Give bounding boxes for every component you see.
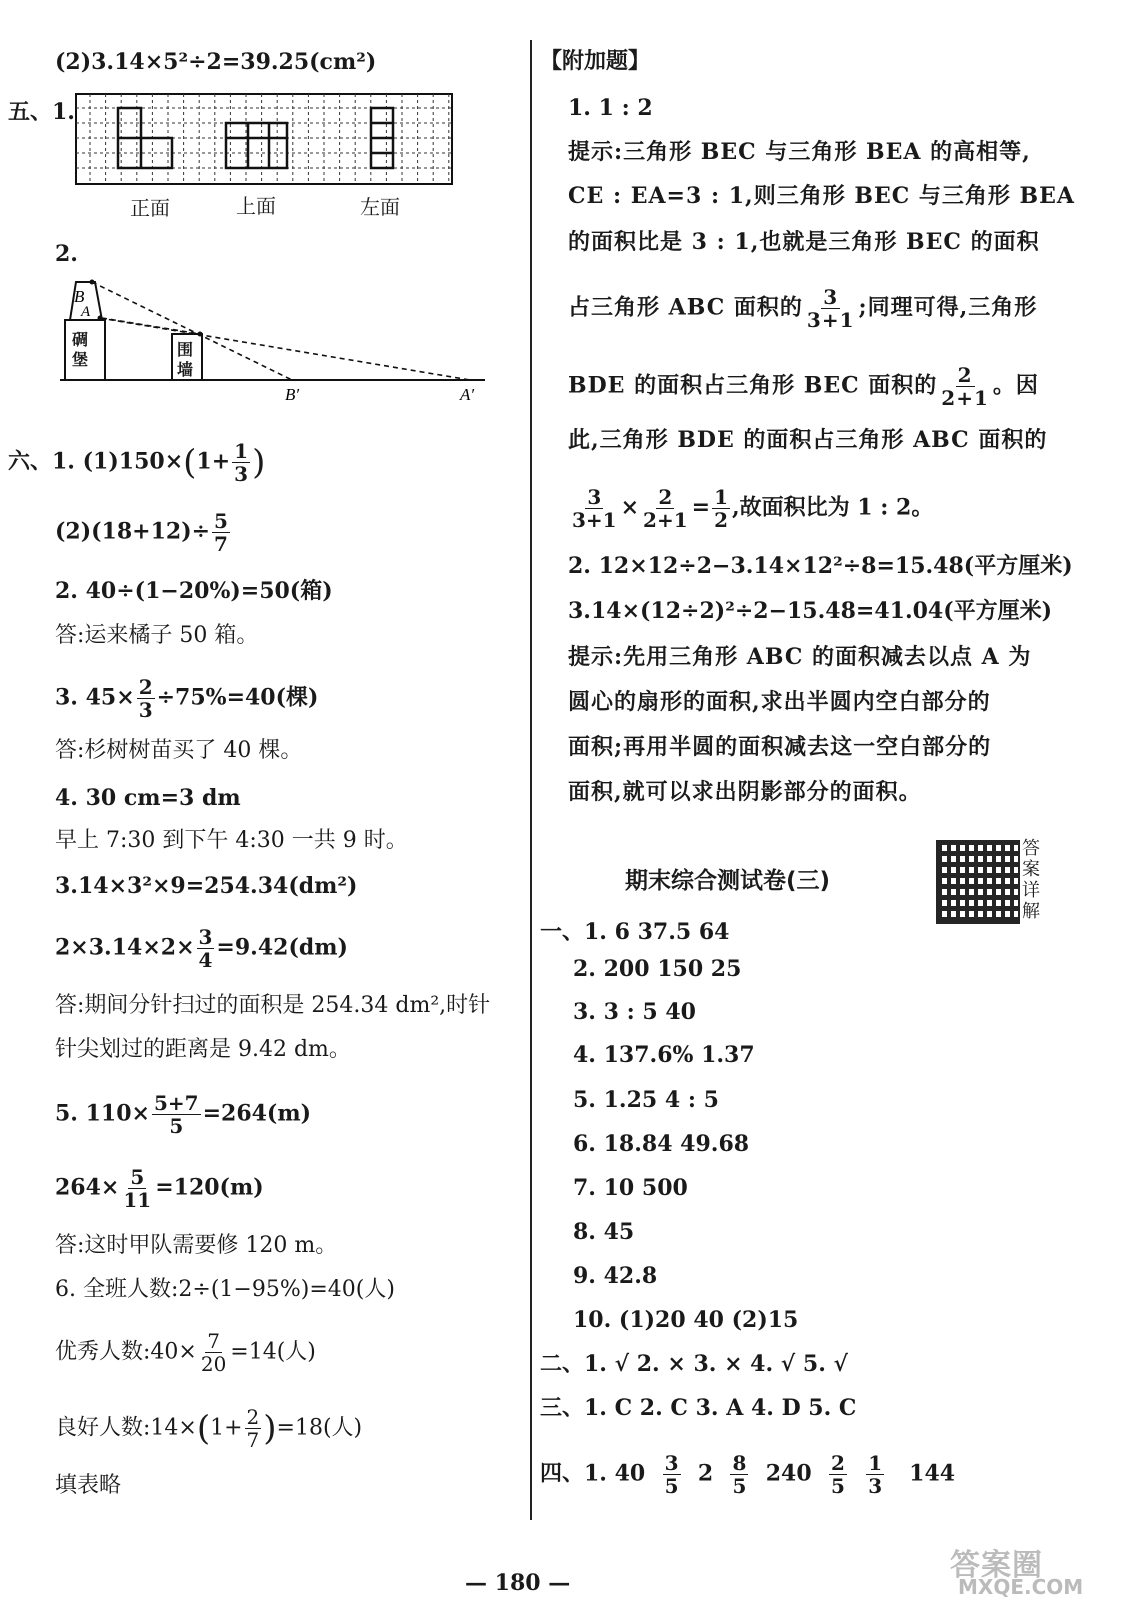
expr-text: =18(人) — [276, 1415, 363, 1441]
numerator: 7 — [207, 1329, 220, 1353]
numerator: 2 — [830, 1451, 845, 1475]
answer-line: 答:期间分针扫过的面积是 254.34 dm²,时针 — [55, 993, 491, 1018]
expr-text: 良好人数:14× — [55, 1415, 197, 1441]
numerator: 5 — [214, 509, 228, 533]
hint-text: 占三角形 ABC 面积的 — [568, 294, 803, 321]
answer-line — [55, 1092, 311, 1137]
answer-text: 四、1. 40 — [540, 1460, 646, 1487]
answer-line: 答:运来橘子 50 箱。 — [55, 623, 259, 648]
fraction — [866, 1452, 884, 1497]
expr-text: (1)150× — [82, 448, 184, 475]
qr-code[interactable] — [936, 840, 1020, 924]
numerator: 2 — [138, 675, 153, 699]
denominator: 20 — [200, 1352, 227, 1376]
test-title: 期末综合测试卷(三) — [625, 868, 831, 894]
numerator: 3 — [664, 1451, 679, 1475]
numerator: 3 — [587, 485, 602, 509]
numerator: 3 — [823, 285, 839, 309]
section-6-q1b — [55, 510, 232, 555]
fraction — [663, 1452, 681, 1497]
answer-line: 6. 18.84 49.68 — [573, 1131, 750, 1157]
answer-text: 240 — [765, 1460, 812, 1487]
castle-wall-diagram — [40, 272, 490, 412]
answer-line: 一、1. 6 37.5 64 — [540, 919, 730, 945]
answer-line: 5. 1.25 4 : 5 — [573, 1087, 719, 1113]
expr-text: =9.42(dm) — [216, 934, 348, 961]
question-2-label: 2. — [55, 241, 78, 267]
denominator: 5 — [732, 1474, 747, 1498]
hint-text: BDE 的面积占三角形 BEC 面积的 — [568, 372, 938, 399]
denominator: 3 — [138, 698, 153, 722]
denominator: 5 — [664, 1474, 679, 1498]
hint-line: 的面积比是 3 : 1,也就是三角形 BEC 的面积 — [568, 229, 1040, 255]
paren-open: ( — [196, 1408, 211, 1449]
expr-text: =14(人) — [230, 1339, 316, 1365]
denominator: 7 — [214, 532, 228, 556]
hint-line: CE : EA=3 : 1,则三角形 BEC 与三角形 BEA — [568, 183, 1075, 209]
hint-text: ,故面积比为 1 : 2。 — [731, 494, 934, 521]
fraction — [199, 1330, 228, 1375]
hint-text: 。因 — [992, 372, 1039, 399]
answer-line: 早上 7:30 到下午 4:30 一共 9 时。 — [55, 828, 408, 853]
answer-line: 10. (1)20 40 (2)15 — [573, 1307, 799, 1333]
answer-line: 答:这时甲队需要修 120 m。 — [55, 1233, 338, 1258]
view-label-front: 正面 — [130, 196, 170, 220]
numerator: 3 — [198, 925, 213, 949]
answer-line — [540, 1452, 955, 1497]
qr-label: 答案详解 — [1022, 838, 1040, 922]
page-number: — 180 — — [465, 1570, 571, 1596]
answer-line: 2. 40÷(1−20%)=50(箱) — [55, 578, 333, 604]
paren-close: ) — [263, 1408, 277, 1449]
denominator: 2+1 — [941, 386, 989, 410]
answer-line: 4. 137.6% 1.37 — [573, 1042, 755, 1068]
answer-line: 7. 10 500 — [573, 1175, 688, 1201]
answer-line: 3. 3 : 5 40 — [573, 999, 696, 1025]
answer-line: 针尖划过的距离是 9.42 dm。 — [55, 1037, 351, 1062]
answer-line: 三、1. C 2. C 3. A 4. D 5. C — [540, 1395, 857, 1421]
answer-line: 3.14×3²×9=254.34(dm²) — [55, 873, 358, 899]
fraction — [232, 440, 250, 485]
expr-text: ÷75%=40(棵) — [156, 684, 319, 711]
three-views-grid — [75, 93, 453, 185]
expr-one: 1+ — [210, 1415, 243, 1441]
denominator: 3 — [234, 462, 249, 486]
paren-close: ) — [252, 442, 266, 483]
watermark-logo: 答案圈 — [950, 1548, 1043, 1583]
answer-line: 4. 30 cm=3 dm — [55, 785, 241, 811]
numerator: 2 — [658, 485, 673, 509]
denominator: 5 — [830, 1474, 845, 1498]
expr-text: 优秀人数:40× — [55, 1339, 197, 1365]
section-6-label: 六、1. — [8, 448, 75, 475]
fraction — [245, 1406, 262, 1451]
numerator: 8 — [732, 1451, 747, 1475]
expr-text: =120(m) — [155, 1174, 264, 1201]
denominator: 11 — [123, 1188, 152, 1212]
expr-text: 2×3.14×2× — [55, 934, 195, 961]
numerator: 2 — [957, 363, 973, 387]
hint-line: 提示:三角形 BEC 与三角形 BEA 的高相等, — [568, 139, 1031, 165]
denominator: 3+1 — [806, 308, 855, 332]
expr-text: (2)(18+12)÷ — [55, 518, 211, 545]
answer-line: 8. 45 — [573, 1219, 635, 1245]
hint-text: ;同理可得,三角形 — [858, 294, 1038, 321]
hint-line: 提示:先用三角形 ABC 的面积减去以点 A 为 — [568, 644, 1032, 670]
hint-line: 面积,就可以求出阴影部分的面积。 — [568, 779, 922, 805]
fraction — [712, 486, 730, 531]
denominator: 2 — [714, 508, 728, 532]
fraction — [137, 676, 155, 721]
bonus-header: 【附加题】 — [540, 49, 651, 74]
denominator: 2+1 — [643, 508, 688, 532]
wall-label: 围墙 — [177, 340, 194, 379]
column-divider — [530, 40, 532, 1520]
fraction — [829, 1452, 847, 1497]
section-6-q1 — [8, 440, 265, 485]
denominator: 5 — [169, 1114, 184, 1138]
answer-text: 2 — [697, 1460, 714, 1487]
numerator: 5+7 — [153, 1091, 199, 1115]
point-b-label: B — [74, 287, 85, 306]
answer-line — [55, 1330, 316, 1375]
answer-line — [55, 676, 318, 721]
expr-one: 1+ — [196, 448, 231, 475]
answer-line: 3.14×(12÷2)²÷2−15.48=41.04(平方厘米) — [568, 598, 1053, 624]
expr-text: 5. 110× — [55, 1100, 150, 1127]
answer-line: 填表略 — [55, 1473, 122, 1498]
denominator: 4 — [198, 948, 213, 972]
answer-line — [55, 1406, 362, 1451]
fraction — [152, 1092, 201, 1137]
paren-open: ( — [183, 442, 197, 483]
watermark-url: MXQE.COM — [958, 1575, 1084, 1599]
point-a-prime-label: A′ — [460, 385, 475, 404]
answer-line: 1. 1 : 2 — [568, 95, 653, 121]
hint-line: 面积;再用半圆的面积减去这一空白部分的 — [568, 734, 992, 760]
fraction — [212, 510, 230, 555]
numerator: 5 — [130, 1165, 145, 1189]
view-label-left: 左面 — [360, 195, 400, 219]
answer-line — [55, 1166, 264, 1211]
numerator: 1 — [714, 485, 728, 509]
answer-line — [55, 926, 348, 971]
numerator: 1 — [868, 1451, 883, 1475]
answer-line: 答:杉树树苗买了 40 棵。 — [55, 738, 303, 763]
fraction — [570, 486, 619, 531]
answer-line: 二、1. √ 2. × 3. × 4. √ 5. √ — [540, 1351, 849, 1377]
answer-line: 2. 200 150 25 — [573, 956, 742, 982]
fraction — [641, 486, 690, 531]
denominator: 3 — [868, 1474, 883, 1498]
answer-line: (2)3.14×5²÷2=39.25(cm²) — [55, 49, 377, 75]
answer-line: 9. 42.8 — [573, 1263, 658, 1289]
expr-text: =264(m) — [202, 1100, 312, 1127]
hint-line — [568, 486, 933, 531]
denominator: 7 — [246, 1428, 260, 1452]
hint-line: 圆心的扇形的面积,求出半圆内空白部分的 — [568, 689, 991, 715]
point-b-prime-label: B′ — [285, 385, 300, 404]
castle-label: 碉堡 — [72, 330, 89, 369]
hint-line — [568, 286, 1037, 331]
answer-text: 144 — [909, 1460, 956, 1487]
fraction — [730, 1452, 748, 1497]
hint-line — [568, 364, 1039, 409]
fraction — [939, 364, 991, 409]
fraction — [805, 286, 857, 331]
numerator: 1 — [234, 439, 249, 463]
operator: = — [691, 494, 711, 521]
expr-text: 264× — [55, 1174, 120, 1201]
hint-line: 此,三角形 BDE 的面积占三角形 ABC 面积的 — [568, 427, 1048, 453]
view-label-top: 上面 — [236, 194, 276, 218]
expr-text: 3. 45× — [55, 684, 135, 711]
point-a-label: A — [81, 304, 91, 320]
answer-line: 6. 全班人数:2÷(1−95%)=40(人) — [55, 1277, 395, 1302]
operator: × — [620, 494, 640, 521]
fraction — [121, 1166, 153, 1211]
denominator: 3+1 — [572, 508, 617, 532]
numerator: 2 — [246, 1405, 260, 1429]
section-5-label: 五、1. — [8, 99, 75, 125]
answer-line: 2. 12×12÷2−3.14×12²÷8=15.48(平方厘米) — [568, 553, 1073, 579]
fraction — [197, 926, 215, 971]
